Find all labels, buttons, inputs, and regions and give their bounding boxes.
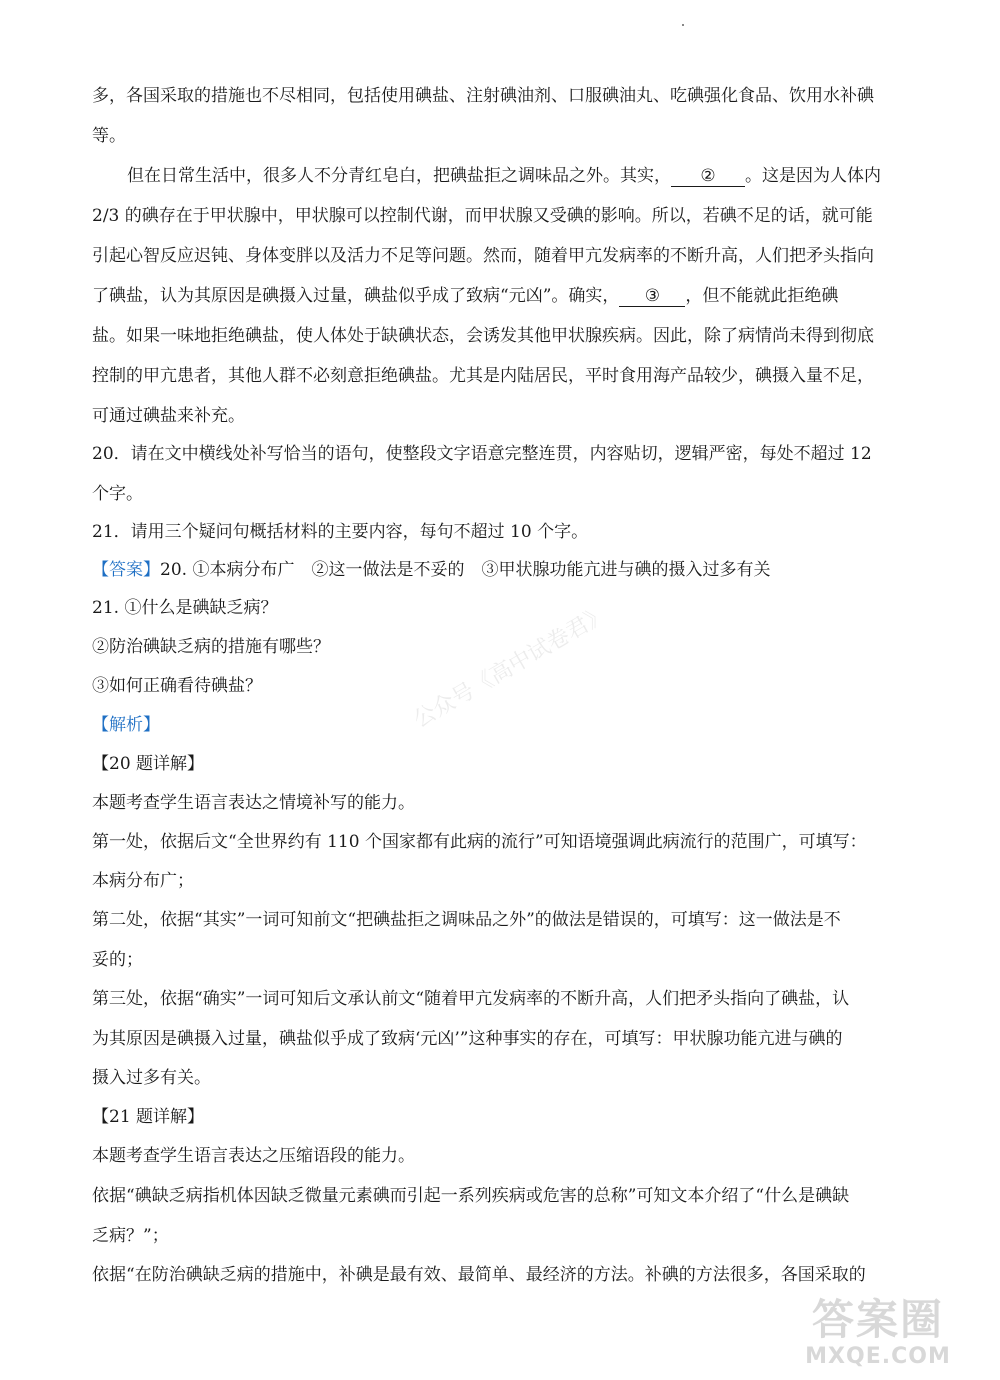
analysis-line: 第二处，依据“其实”一词可知前文“把碘盐拒之调味品之外”的做法是错误的，可填写：这一做法是不 — [92, 910, 841, 930]
answer-line — [92, 558, 770, 582]
section-heading: 【21 题详解】 — [92, 1107, 205, 1127]
passage-line: 2/3 的碘存在于甲状腺中，甲状腺可以控制代谢，而甲状腺又受碘的影响。所以，若碘不足的话，就可能 — [92, 206, 873, 226]
logo-text: 答案圈 — [811, 1295, 944, 1344]
answer-tag: 【答案】 — [92, 560, 160, 580]
analysis-line: 第三处，依据“确实”一词可知后文承认前文“随着甲亢发病率的不断升高，人们把矛头指向了碘盐，认 — [92, 989, 850, 1009]
passage-text: 但在日常生活中，很多人不分青红皂白，把碘盐拒之调味品之外。其实， — [127, 166, 671, 186]
passage-line: 多，各国采取的措施也不尽相同，包括使用碘盐、注射碘油剂、口服碘油丸、吃碘强化食品、饮用水补碘 — [92, 86, 874, 106]
section-heading: 【20 题详解】 — [92, 754, 205, 774]
answer-line: ③如何正确看待碘盐？ — [92, 676, 262, 696]
answer-line: 21. ①什么是碘缺乏病？ — [92, 598, 278, 618]
answer-text: 20. ①本病分布广 ②这一做法是不妥的 ③甲状腺功能亢进与碘的摄入过多有关 — [160, 560, 771, 580]
analysis-line: 妥的； — [92, 950, 143, 970]
scan-dot — [682, 24, 684, 26]
logo-url: MXQE.COM — [805, 1344, 951, 1369]
passage-text: ，但不能就此拒绝碘 — [685, 286, 839, 306]
analysis-line: 依据“在防治碘缺乏病的措施中，补碘是最有效、最简单、最经济的方法。补碘的方法很多，各国采取的 — [92, 1265, 866, 1285]
answer-blank-3: ③ — [619, 286, 685, 307]
passage-text: 。这是因为人体内 — [745, 166, 881, 186]
analysis-line: 本题考查学生语言表达之压缩语段的能力。 — [92, 1146, 415, 1166]
passage-line: 盐。如果一味地拒绝碘盐，使人体处于缺碘状态，会诱发其他甲状腺疾病。因此，除了病情尚未得到彻底 — [92, 326, 874, 346]
analysis-line: 本题考查学生语言表达之情境补写的能力。 — [92, 793, 415, 813]
analysis-tag: 【解析】 — [92, 715, 160, 735]
passage-line: 等。 — [92, 126, 126, 146]
analysis-line: 本病分布广； — [92, 871, 194, 891]
analysis-line: 为其原因是碘摄入过量，碘盐似乎成了致病‘元凶’”这种事实的存在，可填写：甲状腺功能亢进与碘的 — [92, 1029, 843, 1049]
answer-line: ②防治碘缺乏病的措施有哪些？ — [92, 637, 330, 657]
question-21: 21．请用三个疑问句概括材料的主要内容，每句不超过 10 个字。 — [92, 522, 589, 542]
passage-line — [127, 164, 881, 188]
passage-line: 可通过碘盐来补充。 — [92, 406, 245, 426]
analysis-line: 摄入过多有关。 — [92, 1068, 211, 1088]
site-logo-watermark — [778, 1296, 978, 1376]
answer-blank-2: ② — [671, 166, 745, 187]
center-watermark: 公众号《高中试卷君》 — [409, 601, 613, 734]
passage-line — [92, 284, 838, 308]
question-20: 20．请在文中横线处补写恰当的语句，使整段文字语意完整连贯，内容贴切，逻辑严密，每处不超过 12 — [92, 444, 872, 464]
passage-line: 引起心智反应迟钝、身体变胖以及活力不足等问题。然而，随着甲亢发病率的不断升高，人们把矛头指向 — [92, 246, 874, 266]
question-20: 个字。 — [92, 484, 143, 504]
passage-line: 控制的甲亢患者，其他人群不必刻意拒绝碘盐。尤其是内陆居民，平时食用海产品较少，碘摄入量不足， — [92, 366, 874, 386]
passage-text: 了碘盐，认为其原因是碘摄入过量，碘盐似乎成了致病“元凶”。确实， — [92, 286, 620, 306]
analysis-line: 依据“碘缺乏病指机体因缺乏微量元素碘而引起一系列疾病或危害的总称”可知文本介绍了“什么是碘缺 — [92, 1186, 850, 1206]
analysis-line: 乏病？”； — [92, 1226, 169, 1246]
analysis-line: 第一处，依据后文“全世界约有 110 个国家都有此病的流行”可知语境强调此病流行的范围广，可填写： — [92, 832, 867, 852]
